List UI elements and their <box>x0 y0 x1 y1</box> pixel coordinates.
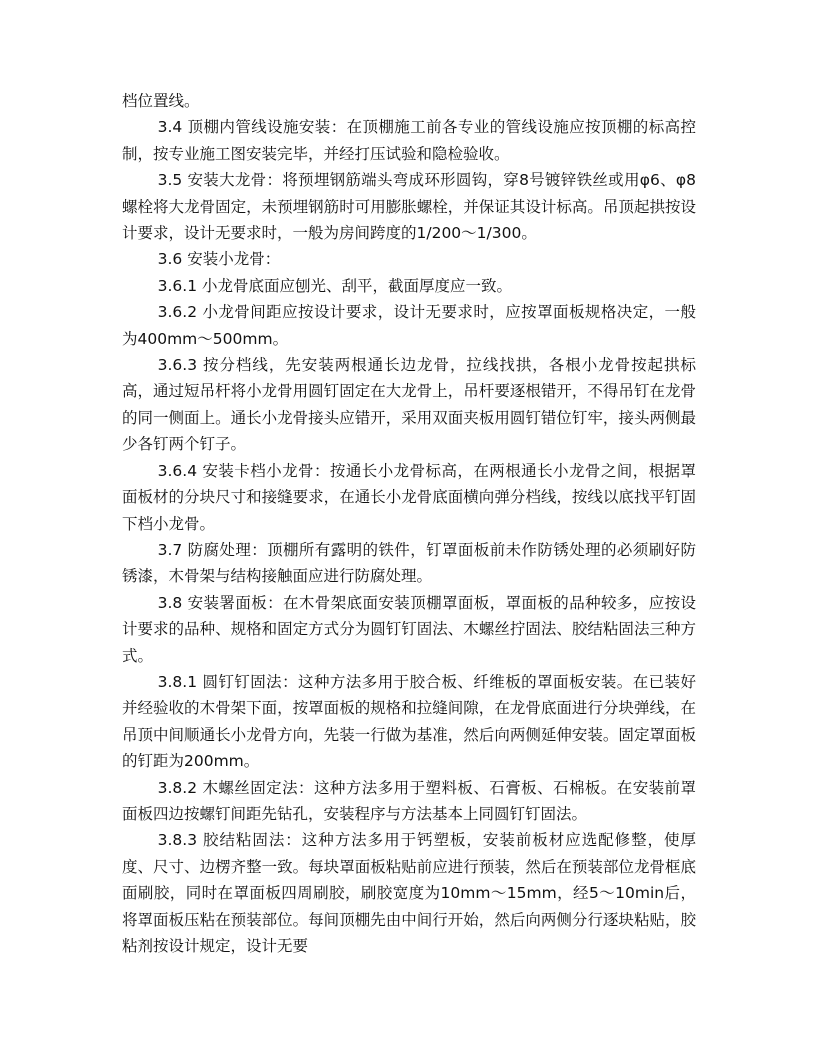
paragraph-3-8-3: 3.8.3 胶结粘固法：这种方法多用于钙塑板，安装前板材应选配修整，使厚度、尺寸、边楞齐整一致。每块罩面板粘贴前应进行预装，然后在预装部位龙骨框底面刷胶，同时在罩面板四周刷胶，刷胶宽度为10mm～15mm，经5～10min后，将罩面板压粘在预装部位。每间顶棚先由中间行开始，然后向两侧分行逐块粘贴，胶粘剂按设计规定，设计无要 <box>122 831 696 955</box>
paragraph-3-8-2: 3.8.2 木螺丝固定法：这种方法多用于塑料板、石膏板、石棉板。在安装前罩面板四边按螺钉间距先钻孔，安装程序与方法基本上同圆钉钉固法。 <box>122 778 696 823</box>
paragraph-continuation: 档位置线。 <box>122 92 200 110</box>
document-page <box>122 88 696 959</box>
paragraph-3-6-3: 3.6.3 按分档线，先安装两根通长边龙骨，拉线找拱，各根小龙骨按起拱标高，通过短吊杆将小龙骨用圆钉固定在大龙骨上，吊杆要逐根错开，不得吊钉在龙骨的同一侧面上。通长小龙骨接头应错开，采用双面夹板用圆钉错位钉牢，接头两侧最少各钉两个钉子。 <box>122 356 696 454</box>
paragraph-3-5: 3.5 安装大龙骨：将预埋钢筋端头弯成环形圆钩，穿8号镀锌铁丝或用φ6、φ8螺栓将大龙骨固定，未预埋钢筋时可用膨胀螺栓，并保证其设计标高。吊顶起拱按设计要求，设计无要求时，一般为房间跨度的1/200～1/300。 <box>122 171 696 243</box>
paragraph-3-6-4: 3.6.4 安装卡档小龙骨：按通长小龙骨标高，在两根通长小龙骨之间，根据罩面板材的分块尺寸和接缝要求，在通长小龙骨底面横向弹分档线，按线以底找平钉固下档小龙骨。 <box>122 461 696 533</box>
paragraph-3-7: 3.7 防腐处理：顶棚所有露明的铁件，钉罩面板前未作防锈处理的必须刷好防锈漆，木骨架与结构接触面应进行防腐处理。 <box>122 540 696 586</box>
paragraph-3-8-1: 3.8.1 圆钉钉固法：这种方法多用于胶合板、纤维板的罩面板安装。在已装好并经验收的木骨架下面，按罩面板的规格和拉缝间隙，在龙骨底面进行分块弹线，在吊顶中间顺通长小龙骨方向，先装一行做为基准，然后向两侧延伸安装。固定罩面板的钉距为200mm。 <box>122 672 696 771</box>
paragraph-3-6: 3.6 安装小龙骨： <box>157 250 281 269</box>
paragraph-3-8: 3.8 安装署面板：在木骨架底面安装顶棚罩面板，罩面板的品种较多，应按设计要求的品种、规格和固定方式分为圆钉钉固法、木螺丝拧固法、胶结粘固法三种方式。 <box>122 593 696 665</box>
paragraph-3-6-1: 3.6.1 小龙骨底面应刨光、刮平，截面厚度应一致。 <box>157 276 513 295</box>
paragraph-3-4: 3.4 顶棚内管线设施安装：在顶棚施工前各专业的管线设施应按顶棚的标高控制，按专业施工图安装完毕，并经打压试验和隐检验收。 <box>122 118 696 163</box>
paragraph-3-6-2: 3.6.2 小龙骨间距应按设计要求，设计无要求时，应按罩面板规格决定，一般为400mm～500mm。 <box>122 303 696 348</box>
